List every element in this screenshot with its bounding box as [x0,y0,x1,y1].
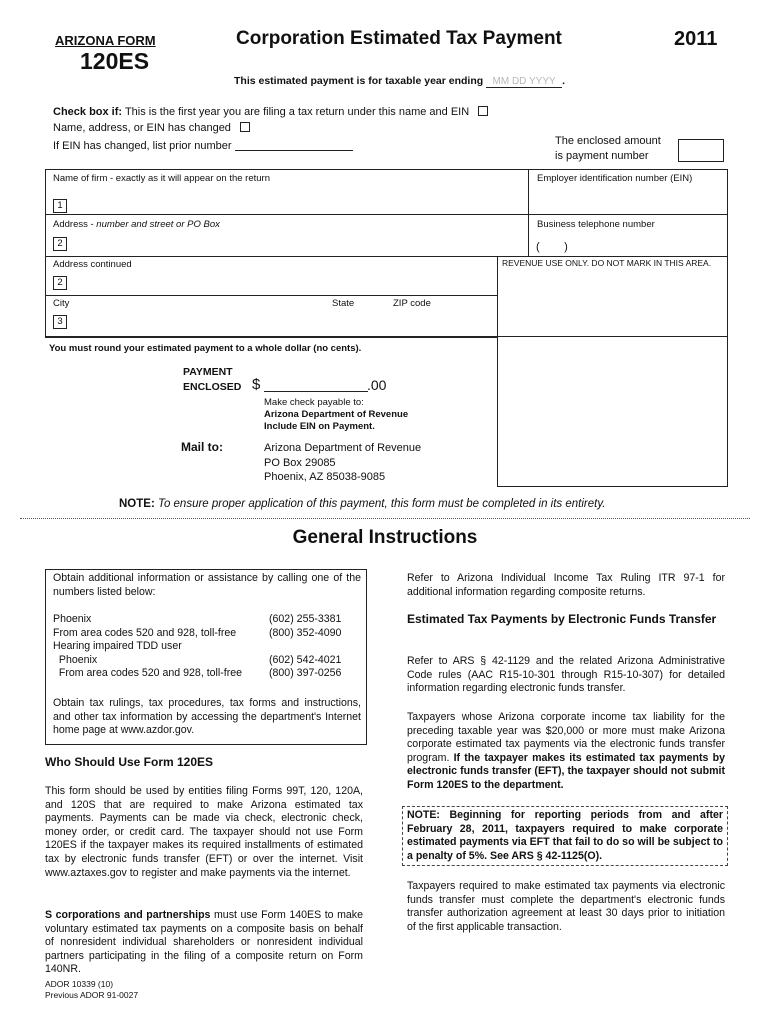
payment-amount-field[interactable] [264,378,368,392]
first-year-label: This is the first year you are filing a tax return under this name and EIN [124,106,470,118]
taxable-year-date-field[interactable]: MM DD YYYY [486,76,562,88]
payment-label-line1: PAYMENT [183,366,233,378]
revenue-use-area [497,337,728,487]
phone-row-number [269,640,361,654]
mail-to-label: Mail to: [181,440,223,454]
completion-note [119,498,605,510]
changed-label: Name, address, or EIN has changed [53,122,231,134]
state-label: State [332,298,355,309]
completion-note-text: To ensure proper application of this payment, this form must be completed in its entirety. [154,498,606,510]
ein-label: Employer identification number (EIN) [537,173,693,184]
phone-row-number: (602) 255-3381 [269,613,342,625]
payee-name: Arizona Department of Revenue [264,409,409,420]
form-number: 120ES [80,48,150,74]
prior-ein-field[interactable] [235,141,353,151]
form-state-label: ARIZONA FORM [55,33,156,48]
vertical-divider-lower [497,256,498,337]
payment-cents: .00 [367,377,387,393]
address-continued-field[interactable] [70,270,495,293]
mail-line3: Phoenix, AZ 85038-9085 [264,471,386,483]
include-ein-note: Include EIN on Payment. [264,421,375,432]
contact-intro: Obtain additional information or assistance by calling one of the numbers listed below: [53,572,361,598]
row-divider-left [45,337,497,338]
phone-row-number: (800) 352-4090 [269,626,342,639]
s-corp-bold: S corporations and partnerships [45,909,211,921]
mailing-address [264,441,421,485]
eft-authorization-text: Taxpayers required to make estimated tax payments via electronic funds transfer must complete the department's electronic funds transfer authorization agreement at least 30 days prior to initiation of the first applicable transaction. [407,880,725,933]
phone-row-label: From area codes 520 and 928, toll-free [53,626,237,639]
row-divider-2 [45,256,728,257]
form-title: Corporation Estimated Tax Payment [236,28,562,49]
revenue-use-label: REVENUE USE ONLY. DO NOT MARK IN THIS AREA. [502,258,712,268]
taxable-year-label: This estimated payment is for taxable year ending [234,75,484,87]
check-line-first-year [53,106,488,118]
enclosed-amount-text [555,134,661,164]
cut-line [20,518,750,519]
phone-list [53,613,361,681]
line-number-1: 1 [53,199,67,213]
instructions-heading: General Instructions [292,527,478,548]
eft-requirement-bold: If the taxpayer makes its estimated tax payments by electronic funds transfer (EFT), the taxpayer should not submit Form 120ES to the department. [407,751,725,791]
address-field[interactable] [70,231,525,254]
city-state-zip-field[interactable] [70,310,495,335]
vertical-divider [528,169,529,256]
mail-line2: PO Box 29085 [264,456,336,469]
s-corp-body: must use Form 140ES to make voluntary estimated tax payments on a composite basis on behalf of nonresident individual shareholders or nonresident individual partners participating in the filing of a composite return on Form 140NR. [45,909,363,976]
address-continued-label: Address continued [53,259,132,270]
city-label: City [53,298,70,309]
form-footer [45,979,138,1001]
changed-checkbox[interactable] [240,122,250,132]
enclosed-line2: is payment number [555,150,649,162]
eft-requirement-text [407,711,725,793]
phone-row-number: (602) 542-4021 [269,653,342,666]
firm-name-label: Name of firm - exactly as it will appear on the return [53,173,271,184]
zip-label: ZIP code [393,298,431,309]
phone-row [53,640,361,654]
eft-heading: Estimated Tax Payments by Electronic Funds Transfer [407,612,717,626]
row-divider-3 [45,295,497,296]
completion-note-label: NOTE: [119,498,155,510]
ein-field[interactable] [532,186,724,212]
row-divider-1 [45,214,728,215]
phone-row [53,654,361,668]
period: . [562,75,566,87]
contact-website-text: Obtain tax rulings, tax procedures, tax forms and instructions, and other tax information by accessing the department's Internet home page at www.azdor.gov. [53,697,361,737]
footer-line1: ADOR 10339 (10) [45,979,114,989]
address-label [53,219,220,230]
address-label-prefix: Address - [53,219,97,230]
mail-line1: Arizona Department of Revenue [264,442,422,454]
payment-label [183,365,241,395]
line-number-3: 3 [53,315,67,329]
payment-number-field[interactable] [678,139,724,162]
phone-label: Business telephone number [537,219,655,230]
form-year: 2011 [674,28,718,50]
penalty-note-box: NOTE: Beginning for reporting periods from and after February 28, 2011, taxpayers required to make corporate estimated payments via EFT that fail to do so will be subject to a penalty of 5%. See ARS § 42-1125(O). [402,806,728,866]
line-number-2b: 2 [53,276,67,290]
prior-ein-label: If EIN has changed, list prior number [53,140,232,152]
phone-row-label: Phoenix [53,613,92,625]
check-payable-label: Make check payable to: [264,397,364,408]
line-number-2: 2 [53,237,67,251]
eft-requirement-body: Taxpayers whose Arizona corporate income tax liability for the preceding taxable year was $20,000 or more must make Arizona corporate estimated tax payments via the electronic funds transfer program. [407,711,725,764]
s-corp-text [45,909,363,977]
phone-row-number: (800) 397-0256 [269,667,342,680]
payment-label-line2: ENCLOSED [183,381,242,393]
phone-field[interactable]: ( ) [536,241,568,253]
taxable-year-line [234,75,565,88]
check-line-changed [53,122,250,134]
check-box-if-label: Check box if: [53,106,123,118]
first-year-checkbox[interactable] [478,106,488,116]
firm-name-field[interactable] [70,186,525,212]
composite-returns-text: Refer to Arizona Individual Income Tax Ruling ITR 97-1 for additional information regarding composite returns. [407,572,725,598]
phone-row-label: Hearing impaired TDD user [53,640,182,653]
phone-row [53,667,361,681]
phone-row-label: Phoenix [53,653,98,666]
phone-row [53,613,361,627]
footer-line2: Previous ADOR 91-0027 [45,990,139,1000]
who-text: This form should be used by entities filing Forms 99T, 120, 120A, and 120S that are required to make Arizona estimated tax payments. Payments can be made via check, electronic check, money order, or credit card. The taxpayer should not use Form 120ES if the taxpayer makes its required installments of estimated tax by electronic funds transfer (EFT) or over the internet. Visit www.aztaxes.gov to register and make payments via the internet. [45,785,363,879]
phone-table [53,613,361,681]
round-note: You must round your estimated payment to a whole dollar (no cents). [49,343,362,354]
ars-reference-text: Refer to ARS § 42-1129 and the related Arizona Administrative Code rules (AAC R15-10-301 through R15-10-307) for detailed information regarding electronic funds transfer. [407,655,725,695]
enclosed-line1: The enclosed amount [555,135,661,147]
phone-row [53,627,361,641]
check-payable-block [264,397,408,433]
prior-ein-line [53,140,353,152]
who-heading: Who Should Use Form 120ES [45,755,214,769]
dollar-sign: $ [252,376,261,393]
address-label-italic: number and street or PO Box [96,219,220,230]
phone-row-label: From area codes 520 and 928, toll-free [53,667,243,680]
